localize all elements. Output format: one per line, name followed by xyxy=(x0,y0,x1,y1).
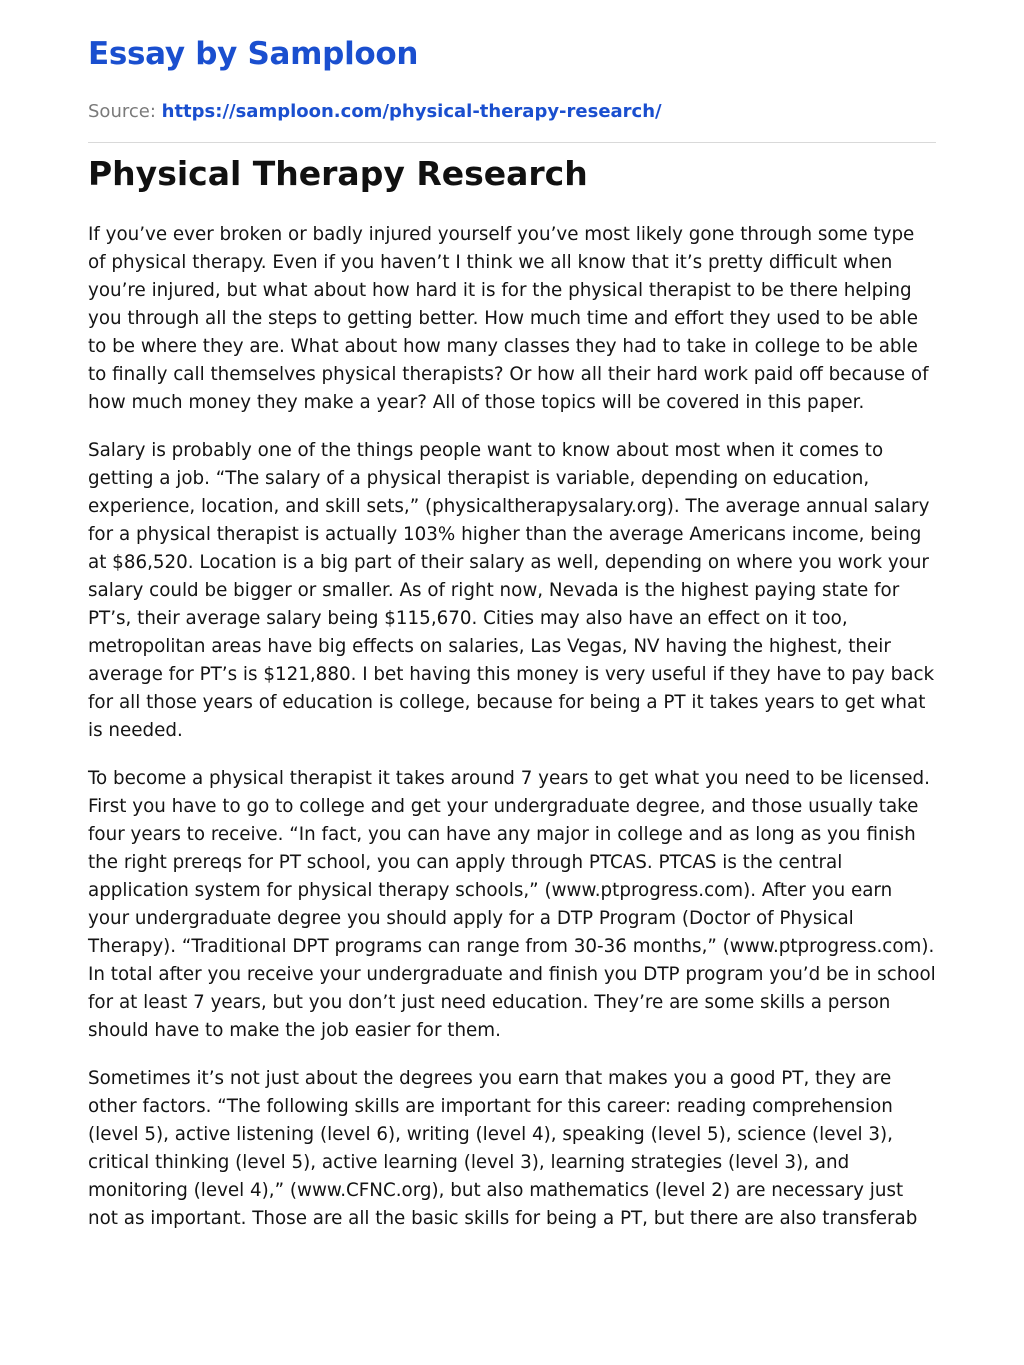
source-link[interactable]: https://samploon.com/physical-therapy-research/ xyxy=(161,101,662,122)
paragraph-intro: If you’ve ever broken or badly injured yourself you’ve most likely gone through some type of physical therapy. Even if you haven’t I think we all know that it’s pretty difficult when you’re injured, but what about how hard it is for the physical therapist to be there helping you through all the steps to getting better. How much time and effort they used to be able to be where they are. What about how many classes they had to take in college to be able to finally call themselves physical therapists? Or how all their hard work paid off because of how much money they make a year? All of those topics will be covered in this paper. xyxy=(88,224,929,413)
source-line xyxy=(88,101,662,122)
header-divider xyxy=(88,142,936,143)
essay-body xyxy=(88,221,936,1253)
paragraph-salary: Salary is probably one of the things people want to know about most when it comes to getting a job. “The salary of a physical therapist is variable, depending on education, experience, location, and skill sets,” (physicaltherapysalary.org). The average annual salary for a physical therapist is actually 103% higher than the average Americans income, being at $86,520. Location is a big part of their salary as well, depending on where you work your salary could be bigger or smaller. As of right now, Nevada is the highest paying state for PT’s, their average salary being $115,670. Cities may also have an effect on it too, metropolitan areas have big effects on salaries, Las Vegas, NV having the highest, their average for PT’s is $121,880. I bet having this money is very useful if they have to pay back for all those years of education is college, because for being a PT it takes years to get what is needed. xyxy=(88,440,935,741)
paragraph-skills: Sometimes it’s not just about the degrees you earn that makes you a good PT, they are other factors. “The following skills are important for this career: reading comprehension (level 5), active listening (level 6), writing (level 4), speaking (level 5), science (level 3), critical thinking (level 5), active learning (level 3), learning strategies (level 3), and monitoring (level 4),” (www.CFNC.org), but also mathematics (level 2) are necessary just not as important. Those are all the basic skills for being a PT, but there are also transferab xyxy=(88,1068,918,1229)
paragraph-education: To become a physical therapist it takes around 7 years to get what you need to be licensed. First you have to go to college and get your undergraduate degree, and those usually take four years to receive. “In fact, you can have any major in college and as long as you finish the right prereqs for PT school, you can apply through PTCAS. PTCAS is the central application system for physical therapy schools,” (www.ptprogress.com). After you earn your undergraduate degree you should apply for a DTP Program (Doctor of Physical Therapy). “Traditional DPT programs can range from 30-36 months,” (www.ptprogress.com). In total after you receive your undergraduate and finish you DTP program you’d be in school for at least 7 years, but you don’t just need education. They’re are some skills a person should have to make the job easier for them. xyxy=(88,768,936,1041)
brand-title: Essay by Samploon xyxy=(88,36,419,72)
essay-title: Physical Therapy Research xyxy=(88,154,588,193)
source-label: Source: xyxy=(88,101,156,122)
